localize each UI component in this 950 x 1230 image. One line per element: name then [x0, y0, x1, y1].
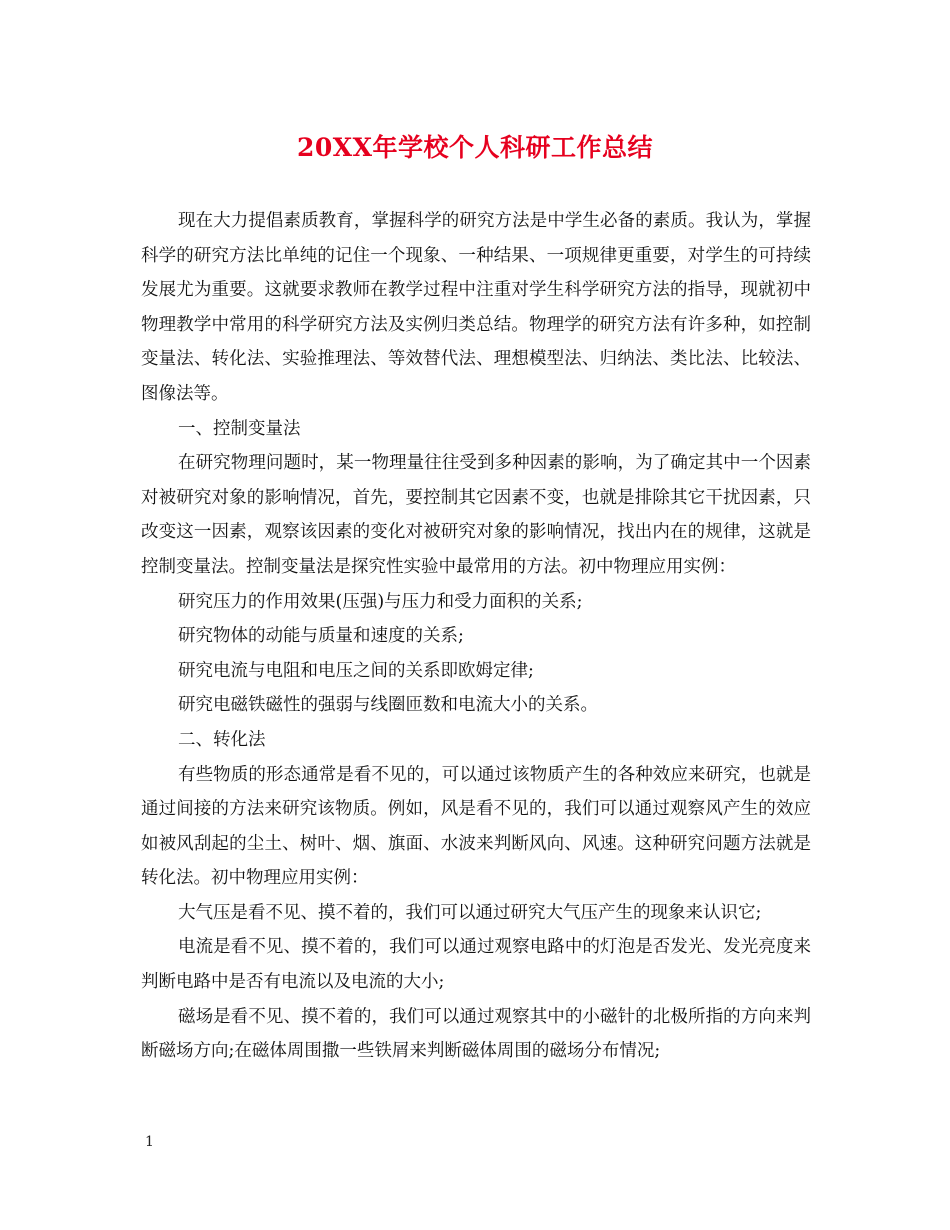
document-title: 20XX年学校个人科研工作总结: [296, 133, 654, 162]
document-body: [141, 204, 811, 1069]
control-variable-paragraph: 在研究物理问题时，某一物理量往往受到多种因素的影响，为了确定其中一个因素对被研究对象的影响情况，首先，要控制其它因素不变，也就是排除其它干扰因素，只改变这一因素，观察该因素的变化对被研究对象的影响情况，找出内在的规律，这就是控制变量法。控制变量法是探究性实验中最常用的方法。初中物理应用实例：: [141, 453, 811, 577]
page-number: 1: [145, 1134, 154, 1150]
section-heading-conversion: 二、转化法: [178, 729, 266, 750]
conversion-paragraph: 有些物质的形态通常是看不见的，可以通过该物质产生的各种效应来研究，也就是通过间接的方法来研究该物质。例如，风是看不见的，我们可以通过观察风产生的效应如被风刮起的尘土、树叶、烟、旗面、水波来判断风向、风速。这种研究问题方法就是转化法。初中物理应用实例：: [141, 764, 811, 889]
example-line: 研究压力的作用效果(压强)与压力和受力面积的关系;: [178, 591, 583, 612]
example-line: 研究物体的动能与质量和速度的关系;: [178, 626, 464, 647]
example-line: 研究电流与电阻和电压之间的关系即欧姆定律;: [178, 660, 534, 681]
example-line: 电流是看不见、摸不着的，我们可以通过观察电路中的灯泡是否发光、发光亮度来判断电路中是否有电流以及电流的大小;: [141, 937, 811, 993]
example-line: 研究电磁铁磁性的强弱与线圈匝数和电流大小的关系。: [178, 695, 598, 716]
section-heading-control-variable: 一、控制变量法: [178, 418, 301, 439]
intro-paragraph: 现在大力提倡素质教育，掌握科学的研究方法是中学生必备的素质。我认为，掌握科学的研究方法比单纯的记住一个现象、一种结果、一项规律更重要，对学生的可持续发展尤为重要。这就要求教师在教学过程中注重对学生科学研究方法的指导，现就初中物理教学中常用的科学研究方法及实例归类总结。物理学的研究方法有许多种，如控制变量法、转化法、实验推理法、等效替代法、理想模型法、归纳法、类比法、比较法、图像法等。: [141, 211, 811, 404]
example-line: 大气压是看不见、摸不着的，我们可以通过研究大气压产生的现象来认识它;: [178, 902, 762, 923]
example-line: 磁场是看不见、摸不着的，我们可以通过观察其中的小磁针的北极所指的方向来判断磁场方向;在磁体周围撒一些铁屑来判断磁体周围的磁场分布情况;: [141, 1006, 811, 1062]
